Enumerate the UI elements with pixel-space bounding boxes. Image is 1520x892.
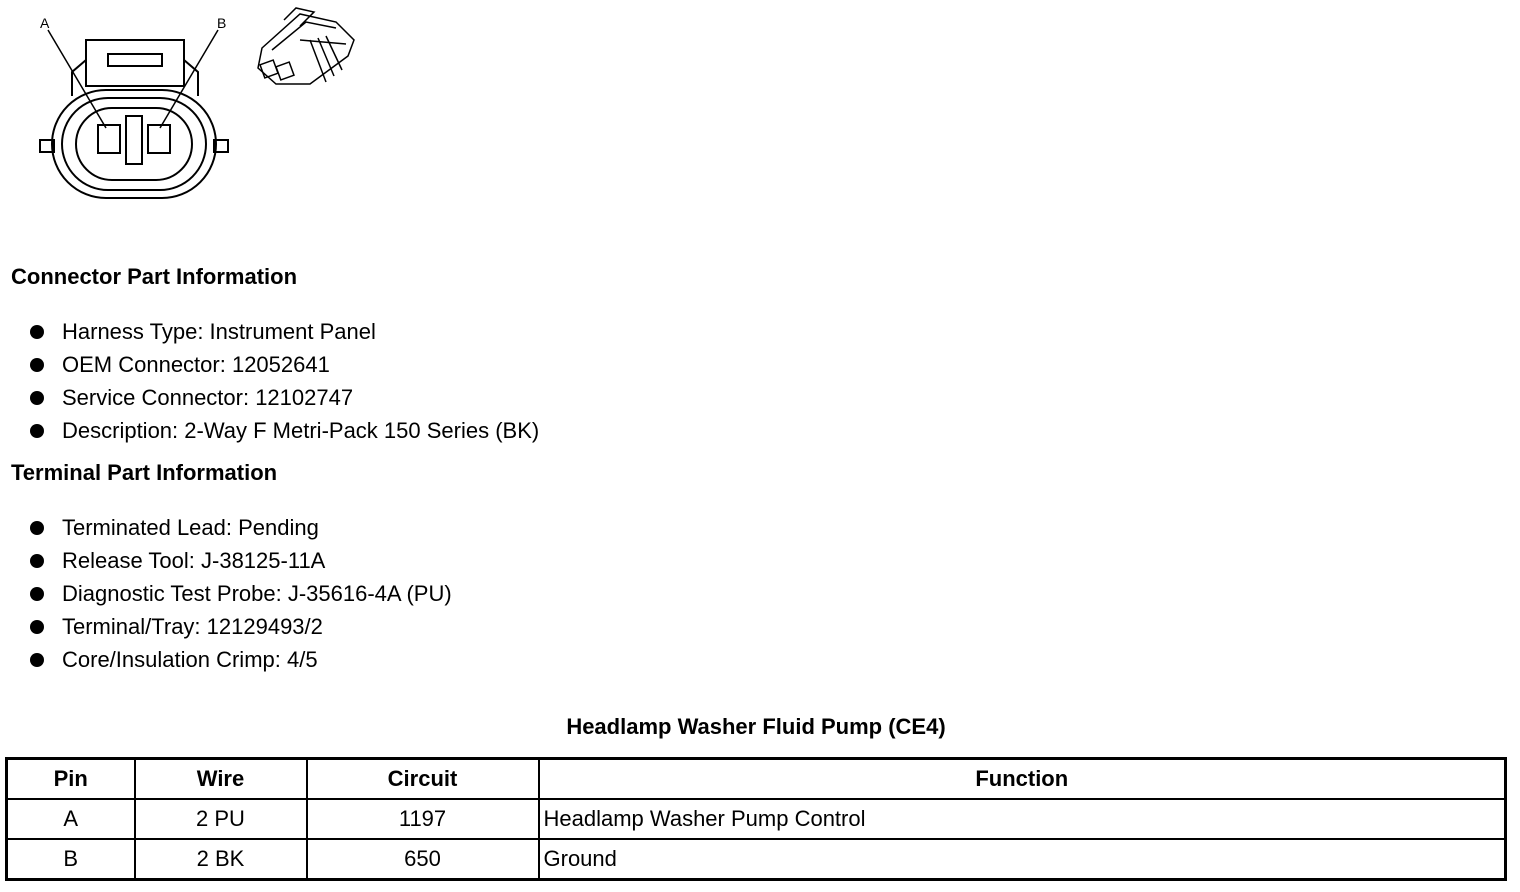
list-item bbox=[30, 610, 452, 643]
bullet-icon bbox=[30, 587, 44, 601]
list-item bbox=[30, 348, 539, 381]
bullet-icon bbox=[30, 391, 44, 405]
center-key bbox=[126, 116, 142, 164]
list-item-text: OEM Connector: 12052641 bbox=[62, 352, 330, 377]
list-item-text: Diagnostic Test Probe: J-35616-4A (PU) bbox=[62, 581, 452, 606]
column-header-pin: Pin bbox=[7, 759, 135, 800]
connector-latch bbox=[86, 40, 184, 86]
pin-label-b: B bbox=[217, 15, 227, 31]
connector-body-mid bbox=[62, 98, 206, 190]
cell-wire: 2 BK bbox=[135, 839, 307, 880]
cell-function: Headlamp Washer Pump Control bbox=[539, 799, 1506, 839]
table-row bbox=[7, 839, 1506, 880]
list-item-text: Terminal/Tray: 12129493/2 bbox=[62, 614, 323, 639]
bullet-icon bbox=[30, 424, 44, 438]
terminal-info-list bbox=[30, 511, 452, 676]
bullet-icon bbox=[30, 620, 44, 634]
connector-info-list bbox=[30, 315, 539, 447]
list-item-text: Core/Insulation Crimp: 4/5 bbox=[62, 647, 318, 672]
column-header-function: Function bbox=[539, 759, 1506, 800]
leader-line-a bbox=[48, 30, 106, 128]
pin-table-title: Headlamp Washer Fluid Pump (CE4) bbox=[566, 714, 946, 739]
list-item-text: Terminated Lead: Pending bbox=[62, 515, 319, 540]
bullet-icon bbox=[30, 521, 44, 535]
cell-pin: B bbox=[7, 839, 135, 880]
bullet-icon bbox=[30, 653, 44, 667]
bullet-icon bbox=[30, 554, 44, 568]
list-item bbox=[30, 414, 539, 447]
list-item bbox=[30, 577, 452, 610]
column-header-circuit: Circuit bbox=[307, 759, 539, 800]
bullet-icon bbox=[30, 358, 44, 372]
list-item-text: Service Connector: 12102747 bbox=[62, 385, 354, 410]
bullet-icon bbox=[30, 325, 44, 339]
list-item-text: Release Tool: J-38125-11A bbox=[62, 548, 326, 573]
cell-circuit: 650 bbox=[307, 839, 539, 880]
cell-circuit: 1197 bbox=[307, 799, 539, 839]
list-item bbox=[30, 381, 539, 414]
pin-label-a: A bbox=[40, 15, 50, 31]
cell-function: Ground bbox=[539, 839, 1506, 880]
list-item bbox=[30, 643, 452, 676]
pin-table bbox=[5, 757, 1507, 881]
table-row bbox=[7, 799, 1506, 839]
connector-thumbnail bbox=[258, 8, 354, 84]
table-header-row bbox=[7, 759, 1506, 800]
terminal-info-heading: Terminal Part Information bbox=[11, 460, 278, 485]
list-item bbox=[30, 544, 452, 577]
list-item-text: Description: 2-Way F Metri-Pack 150 Series (BK) bbox=[62, 418, 540, 443]
list-item bbox=[30, 511, 452, 544]
connector-body-inner bbox=[76, 108, 192, 180]
latch-window bbox=[108, 54, 162, 66]
connector-diagram bbox=[0, 0, 380, 210]
cell-wire: 2 PU bbox=[135, 799, 307, 839]
cell-pin: A bbox=[7, 799, 135, 839]
leader-line-b bbox=[160, 30, 218, 128]
column-header-wire: Wire bbox=[135, 759, 307, 800]
cavity-b bbox=[148, 125, 170, 153]
list-item-text: Harness Type: Instrument Panel bbox=[62, 319, 376, 344]
connector-info-heading: Connector Part Information bbox=[11, 264, 298, 289]
cavity-a bbox=[98, 125, 120, 153]
list-item bbox=[30, 315, 539, 348]
